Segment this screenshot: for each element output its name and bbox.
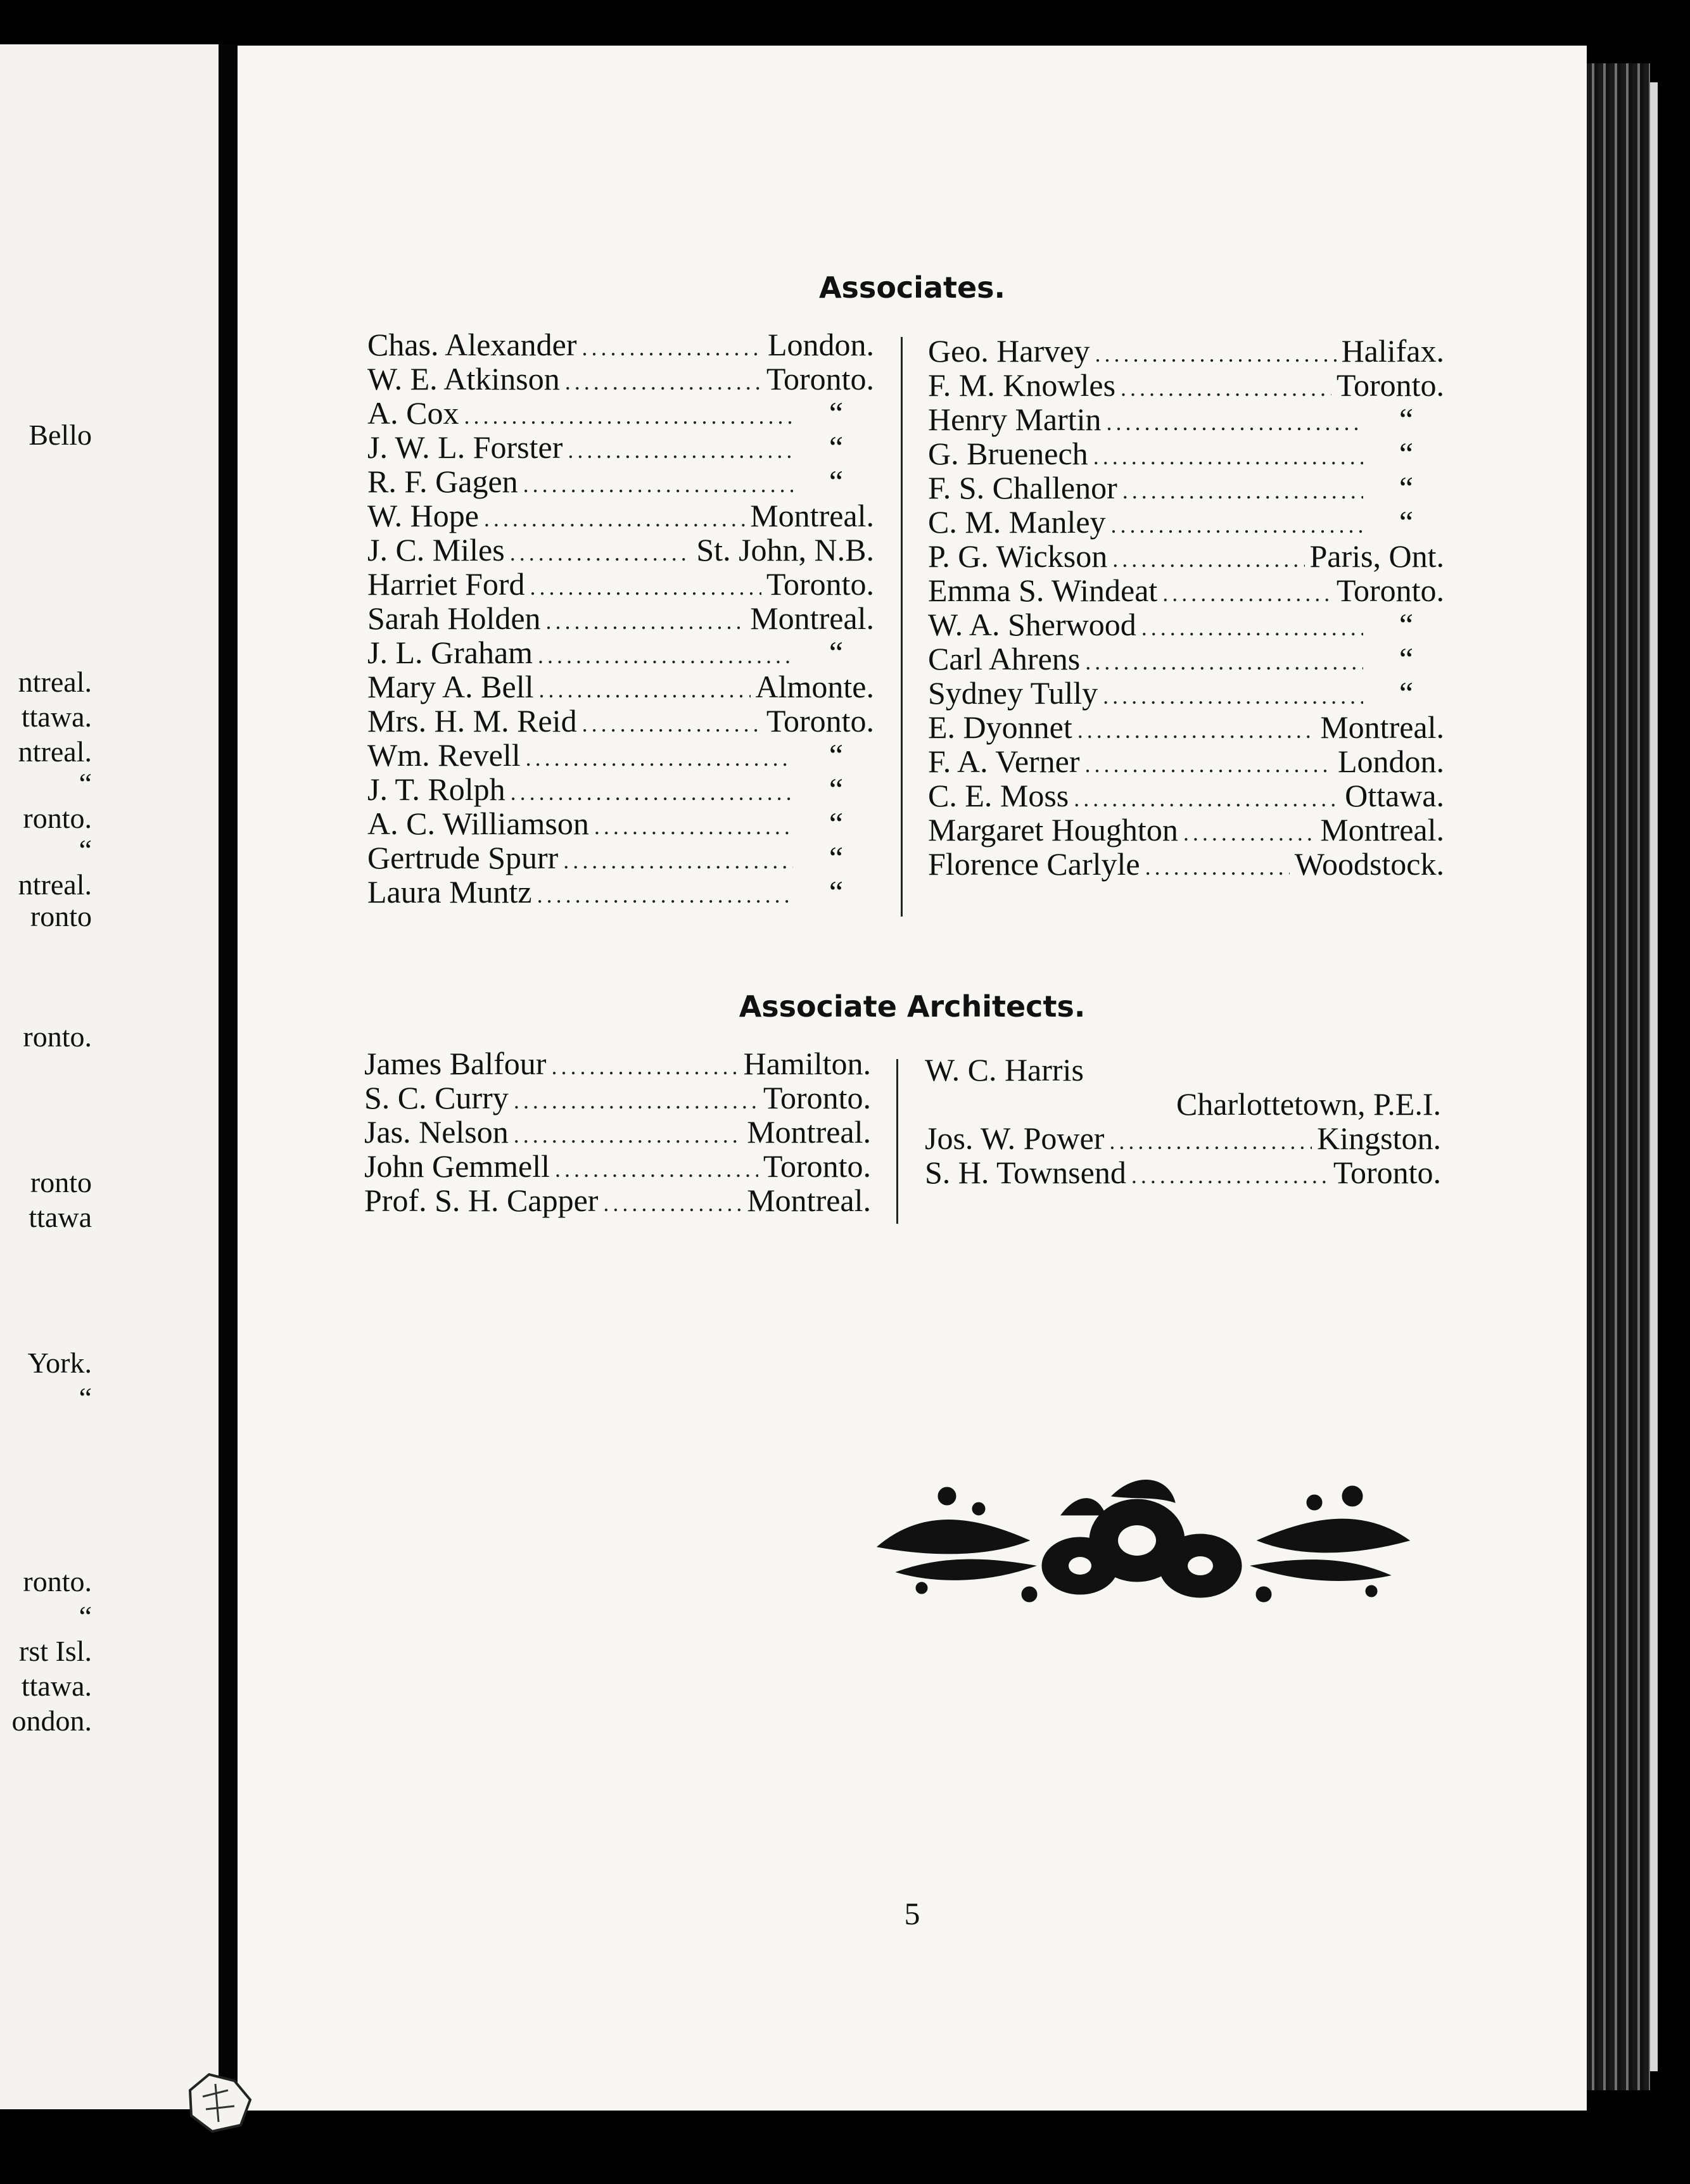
leader-dots: [484, 502, 745, 536]
ditto-mark: “: [829, 464, 844, 499]
member-location: Kingston.: [1317, 1121, 1441, 1156]
list-item: [928, 710, 1444, 744]
ditto-mark: “: [829, 771, 844, 807]
list-item: [367, 841, 874, 875]
leader-dots: [538, 673, 750, 707]
member-location: Montreal.: [750, 498, 874, 533]
page-edge-highlight: [1650, 82, 1658, 2071]
page-edges: [1587, 63, 1650, 2090]
member-name: Mary A. Bell: [367, 669, 534, 704]
member-name: Chas. Alexander: [367, 327, 577, 362]
facing-page-text: rst Isl.: [19, 1635, 92, 1667]
facing-page-text: ttawa.: [21, 701, 92, 733]
list-item: [367, 430, 874, 464]
member-name: C. M. Manley: [928, 504, 1106, 540]
list-item: [928, 607, 1444, 642]
column-divider: [901, 337, 903, 917]
member-name: F. S. Challenor: [928, 470, 1117, 505]
list-item: [928, 539, 1444, 573]
leader-dots: [551, 1050, 738, 1084]
leader-dots: [1162, 576, 1331, 611]
list-item: [925, 1053, 1441, 1087]
list-item: [928, 505, 1444, 539]
member-name: Laura Muntz: [367, 874, 532, 910]
member-name: W. Hope: [367, 498, 479, 533]
leader-dots: [563, 844, 793, 878]
list-item: [367, 396, 874, 430]
member-name: A. Cox: [367, 395, 459, 431]
member-name: Henry Martin: [928, 402, 1102, 437]
member-location: London.: [767, 327, 874, 362]
list-item: [367, 875, 874, 909]
facing-page-text: “: [79, 767, 92, 799]
associates-left-column: [367, 327, 874, 909]
facing-page-text: “: [79, 1381, 92, 1414]
associates-heading: Associates.: [818, 270, 1006, 305]
leader-dots: [526, 741, 793, 775]
floral-ornament-icon: [871, 1471, 1416, 1616]
leader-dots: [1141, 611, 1363, 645]
member-name: F. A. Verner: [928, 744, 1080, 779]
member-name: Sarah Holden: [367, 600, 541, 636]
list-item: [367, 327, 874, 362]
ditto-mark: “: [1399, 402, 1414, 437]
book-spine: [219, 44, 238, 2084]
leader-dots: [530, 570, 761, 604]
facing-page-text: ronto.: [23, 1020, 92, 1053]
member-location: Toronto.: [766, 361, 874, 397]
list-item: [928, 573, 1444, 607]
member-name: J. C. Miles: [367, 532, 505, 568]
leader-dots: [1145, 850, 1290, 884]
ditto-mark: “: [829, 840, 844, 875]
list-item: [928, 402, 1444, 436]
member-name: W. A. Sherwood: [928, 607, 1136, 642]
ditto-mark: “: [1399, 607, 1414, 642]
facing-page-text: ttawa: [29, 1201, 92, 1233]
facing-page-text: Bello: [29, 419, 92, 451]
leader-dots: [1074, 782, 1340, 816]
member-name: Mrs. H. M. Reid: [367, 703, 577, 739]
leader-dots: [514, 1118, 742, 1152]
list-item: [367, 670, 874, 704]
member-name: Margaret Houghton: [928, 812, 1178, 848]
member-name: R. F. Gagen: [367, 464, 518, 499]
member-location: Montreal.: [750, 600, 874, 636]
facing-page-text: ntreal.: [18, 735, 92, 768]
member-location: Toronto.: [1336, 367, 1444, 403]
facing-page-text: ntreal.: [18, 666, 92, 698]
member-name: C. E. Moss: [928, 778, 1069, 813]
list-item: [928, 813, 1444, 847]
leader-dots: [1103, 679, 1363, 713]
member-name: J. W. L. Forster: [367, 429, 563, 465]
member-name: Carl Ahrens: [928, 641, 1081, 676]
member-name: S. C. Curry: [364, 1080, 509, 1115]
facing-page-text: “: [79, 834, 92, 866]
associate-architects-heading: Associate Architects.: [739, 989, 1086, 1024]
member-location: Toronto.: [1333, 1155, 1441, 1190]
leader-dots: [1109, 1124, 1312, 1159]
member-location: Hamilton.: [743, 1046, 871, 1081]
member-location: Toronto.: [766, 703, 874, 739]
ditto-mark: “: [1399, 641, 1414, 676]
leader-dots: [1121, 371, 1331, 405]
associates-right-column: [928, 334, 1444, 881]
facing-page-text: ronto: [30, 900, 92, 932]
member-location: St. John, N.B.: [696, 532, 874, 568]
member-name: F. M. Knowles: [928, 367, 1116, 403]
leader-dots: [565, 365, 761, 399]
list-item: [367, 635, 874, 670]
ditto-mark: “: [829, 429, 844, 465]
list-item: [364, 1046, 871, 1081]
member-name: A. C. Williamson: [367, 806, 589, 841]
leader-dots: [1131, 1159, 1328, 1193]
list-item: [928, 436, 1444, 471]
member-name: Florence Carlyle: [928, 846, 1140, 882]
facing-page-text: ronto.: [23, 802, 92, 834]
facing-page-text: ondon.: [11, 1705, 92, 1737]
leader-dots: [511, 775, 793, 809]
facing-page-text: York.: [27, 1347, 92, 1379]
ditto-mark: “: [829, 806, 844, 841]
ditto-mark: “: [829, 395, 844, 431]
leader-dots: [523, 467, 793, 502]
leader-dots: [546, 604, 746, 638]
list-item: [925, 1121, 1441, 1155]
member-name: E. Dyonnet: [928, 709, 1072, 745]
leader-dots: [594, 809, 793, 844]
list-item: [364, 1115, 871, 1149]
leader-dots: [538, 638, 793, 673]
leader-dots: [555, 1152, 758, 1186]
ditto-mark: “: [829, 737, 844, 773]
ditto-mark: “: [829, 635, 844, 670]
member-name: P. G. Wickson: [928, 538, 1108, 574]
leader-dots: [1077, 713, 1315, 747]
facing-page-text: ronto.: [23, 1565, 92, 1597]
page-number: 5: [904, 1896, 920, 1931]
leader-dots: [1085, 645, 1363, 679]
member-location: Woodstock.: [1294, 846, 1444, 882]
leader-dots: [582, 707, 761, 741]
leader-dots: [1111, 508, 1363, 542]
member-name: Wm. Revell: [367, 737, 521, 773]
list-item: [928, 368, 1444, 402]
leader-dots: [603, 1186, 742, 1221]
member-location: Charlottetown, P.E.I.: [1176, 1086, 1441, 1122]
facing-page: [0, 44, 219, 2109]
list-item: [367, 772, 874, 806]
list-item: [367, 738, 874, 772]
member-name: J. T. Rolph: [367, 771, 505, 807]
member-name: Harriet Ford: [367, 566, 525, 602]
member-name: Geo. Harvey: [928, 333, 1090, 369]
facing-page-text: “: [79, 1600, 92, 1632]
member-location: Ottawa.: [1345, 778, 1444, 813]
facing-page-text: ntreal.: [18, 868, 92, 901]
member-name: W. E. Atkinson: [367, 361, 560, 397]
leader-dots: [1112, 542, 1304, 576]
list-item: [928, 471, 1444, 505]
list-item: [364, 1149, 871, 1183]
leader-dots: [510, 536, 692, 570]
member-name: Prof. S. H. Capper: [364, 1183, 599, 1218]
leader-dots: [464, 399, 793, 433]
member-name: Emma S. Windeat: [928, 573, 1158, 608]
member-location: Toronto.: [763, 1148, 871, 1184]
list-item: [367, 362, 874, 396]
member-location: Montreal.: [1320, 812, 1444, 848]
architects-right-column: [925, 1053, 1441, 1190]
list-item: [367, 806, 874, 841]
list-item: [364, 1081, 871, 1115]
leader-dots: [1093, 440, 1363, 474]
leader-dots: [1085, 747, 1333, 782]
column-divider: [896, 1059, 898, 1224]
member-location: Paris, Ont.: [1309, 538, 1444, 574]
paper-damage-mark: [184, 2071, 253, 2135]
member-name: J. L. Graham: [367, 635, 533, 670]
ditto-mark: “: [1399, 436, 1414, 471]
member-name: Gertrude Spurr: [367, 840, 559, 875]
leader-dots: [568, 433, 793, 467]
member-name: Jas. Nelson: [364, 1114, 509, 1150]
member-location: Montreal.: [747, 1183, 871, 1218]
list-item: [928, 334, 1444, 368]
member-name: John Gemmell: [364, 1148, 550, 1184]
ditto-mark: “: [1399, 470, 1414, 505]
member-location: Montreal.: [747, 1114, 871, 1150]
facing-page-text: ronto: [30, 1166, 92, 1198]
list-item: [928, 847, 1444, 881]
facing-page-text: ttawa.: [21, 1670, 92, 1702]
member-location: Halifax.: [1341, 333, 1444, 369]
list-item: [928, 642, 1444, 676]
ditto-mark: “: [1399, 675, 1414, 711]
list-item-continuation: [925, 1087, 1441, 1121]
member-name: James Balfour: [364, 1046, 547, 1081]
list-item: [367, 533, 874, 567]
member-name: W. C. Harris: [925, 1052, 1084, 1088]
member-location: Almonte.: [755, 669, 874, 704]
member-name: Sydney Tully: [928, 675, 1098, 711]
leader-dots: [1183, 816, 1315, 850]
leader-dots: [514, 1084, 758, 1118]
member-location: Toronto.: [766, 566, 874, 602]
page: [238, 46, 1587, 2111]
member-name: Jos. W. Power: [925, 1121, 1105, 1156]
member-location: Toronto.: [763, 1080, 871, 1115]
member-location: Montreal.: [1320, 709, 1444, 745]
member-name: S. H. Townsend: [925, 1155, 1126, 1190]
leader-dots: [1107, 405, 1363, 440]
list-item: [928, 676, 1444, 710]
list-item: [367, 601, 874, 635]
member-location: London.: [1337, 744, 1444, 779]
member-location: Toronto.: [1336, 573, 1444, 608]
list-item: [925, 1155, 1441, 1190]
list-item: [928, 744, 1444, 778]
list-item: [367, 498, 874, 533]
list-item: [367, 464, 874, 498]
leader-dots: [1122, 474, 1363, 508]
leader-dots: [537, 878, 793, 912]
list-item: [928, 778, 1444, 813]
architects-left-column: [364, 1046, 871, 1217]
member-name: G. Bruenech: [928, 436, 1088, 471]
list-item: [364, 1183, 871, 1217]
ditto-mark: “: [829, 874, 844, 910]
leader-dots: [1095, 337, 1336, 371]
list-item: [367, 567, 874, 601]
leader-dots: [581, 331, 762, 365]
list-item: [367, 704, 874, 738]
ditto-mark: “: [1399, 504, 1414, 540]
